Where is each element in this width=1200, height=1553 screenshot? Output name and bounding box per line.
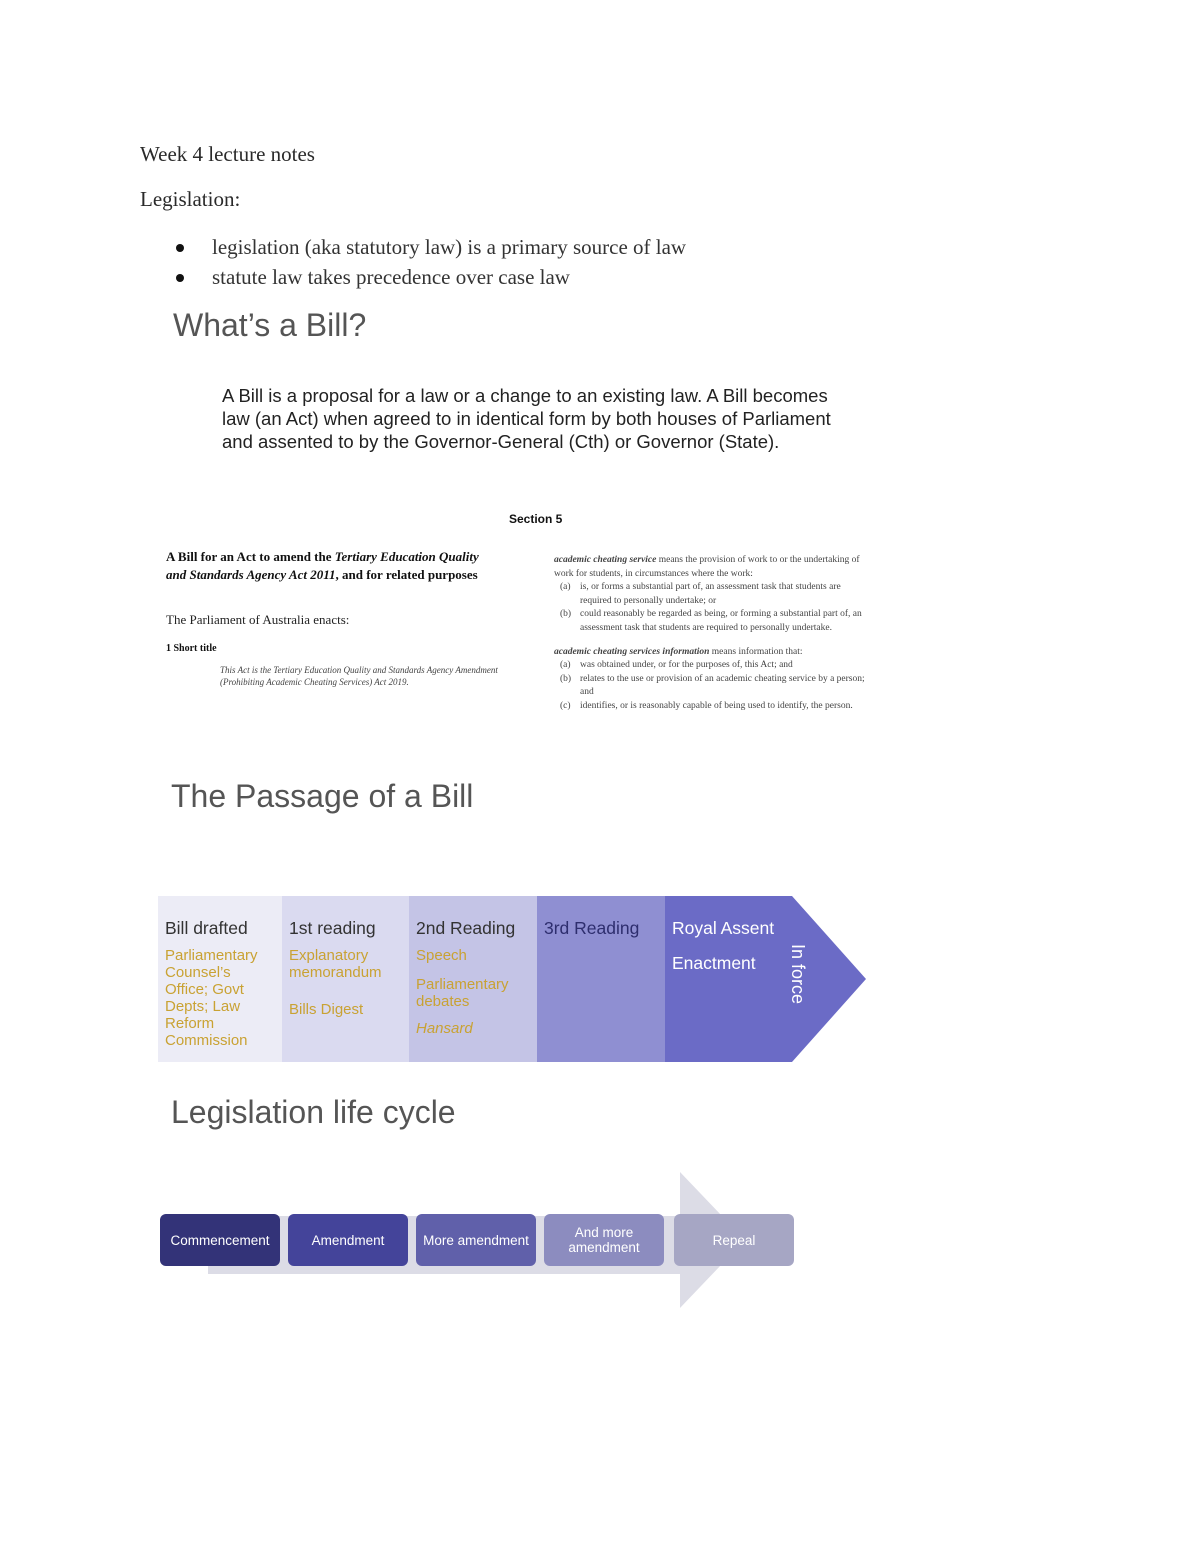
stage-detail: Speech	[416, 947, 467, 964]
short-title-text: This Act is the Tertiary Education Quality and Standards Agency Amendment (Prohibiting Academic Cheating Services) Act 2019.	[220, 665, 498, 687]
definition-term: academic cheating services information	[554, 646, 710, 657]
item-text: is, or forms a substantial part of, an assessment task that students are required to personally undertake; or	[580, 582, 841, 606]
item-text: relates to the use or provision of an academic cheating service by a person; and	[580, 673, 865, 698]
item-label: (b)	[560, 609, 572, 620]
stage-detail: Parliamentary Counsel’s Office; Govt Depts; Law Reform Commission	[165, 947, 258, 1049]
step-amendment: Amendment	[288, 1214, 408, 1266]
definition-item	[554, 659, 874, 673]
stage-detail: Parliamentary debates	[416, 976, 509, 1010]
list-item-text: statute law takes precedence over case law	[212, 265, 570, 289]
stage-heading: 2nd Reading	[416, 918, 516, 938]
list-item	[172, 262, 686, 292]
item-text: could reasonably be regarded as being, or forming a substantial part of, an assessment task that students are required to personally undertake.	[580, 609, 862, 633]
bill-definition: A Bill is a proposal for a law or a change to an existing law. A Bill becomes law (an Act) when agreed to in identical form by both houses of Parliament and assented to by the Governor-General (Cth) or Governor (State).	[222, 385, 831, 452]
enacting-words: The Parliament of Australia enacts:	[166, 612, 350, 627]
bullet-icon	[176, 244, 184, 252]
item-label: (a)	[560, 660, 571, 671]
item-label: (a)	[560, 582, 571, 593]
stage-1st-reading	[282, 896, 409, 1062]
definition-term: academic cheating service	[554, 555, 657, 565]
document-title: Week 4 lecture notes	[140, 142, 315, 166]
passage-flow-diagram	[158, 896, 866, 1062]
definition-intro: means the provision of work to or the undertaking of work for students, in circumstances where the work:	[554, 555, 860, 579]
life-cycle-title: Legislation life cycle	[171, 1094, 456, 1130]
stage-3rd-reading	[537, 896, 665, 1062]
stage-detail: Explanatory memorandum	[289, 947, 382, 981]
stage-heading: Royal Assent	[672, 918, 775, 938]
definition-item	[554, 673, 874, 700]
section-heading: Legislation:	[140, 187, 241, 211]
stage-detail: Hansard	[416, 1020, 473, 1037]
definition-item	[554, 608, 874, 635]
stage-bill-drafted	[158, 896, 282, 1062]
stage-heading: Bill drafted	[165, 918, 248, 938]
stage-detail: Enactment	[672, 953, 756, 973]
section-label: Section 5	[509, 512, 563, 526]
bill-act-name: Tertiary Education Quality and Standards Agency Act 2011	[166, 549, 479, 582]
stage-2nd-reading	[409, 896, 537, 1062]
stage-royal-assent	[665, 896, 793, 1062]
item-text: was obtained under, or for the purposes of, this Act; and	[580, 660, 793, 671]
life-cycle-diagram	[160, 1170, 800, 1310]
step-repeal: Repeal	[674, 1214, 794, 1266]
list-item	[172, 232, 686, 262]
list-item-text: legislation (aka statutory law) is a primary source of law	[212, 235, 687, 259]
bill-long-title-part: , and for related purposes	[335, 567, 478, 582]
step-and-more-amendment: And more amendment	[544, 1214, 664, 1266]
item-text: identifies, or is reasonably capable of being used to identify, the person.	[580, 700, 853, 711]
bill-long-title	[166, 548, 496, 584]
bullet-list	[172, 232, 686, 292]
bullet-icon	[176, 274, 184, 282]
step-more-amendment: More amendment	[416, 1214, 536, 1266]
in-force-label: In force	[788, 944, 808, 1005]
item-label: (c)	[560, 700, 571, 711]
whats-a-bill-title: What’s a Bill?	[173, 307, 367, 343]
short-title-label: 1 Short title	[166, 643, 217, 654]
stage-heading: 3rd Reading	[544, 918, 640, 938]
passage-title: The Passage of a Bill	[171, 778, 474, 814]
stage-heading: 1st reading	[289, 918, 376, 938]
definition-item	[554, 700, 874, 714]
item-label: (b)	[560, 673, 572, 684]
step-commencement: Commencement	[160, 1214, 280, 1266]
definition-item	[554, 581, 874, 608]
definition-intro: means information that:	[709, 646, 803, 657]
definition	[554, 646, 874, 660]
definitions-column	[554, 554, 874, 714]
bill-long-title-part: A Bill for an Act to amend the	[166, 549, 335, 564]
definition	[554, 554, 874, 581]
stage-detail: Bills Digest	[289, 1001, 364, 1018]
